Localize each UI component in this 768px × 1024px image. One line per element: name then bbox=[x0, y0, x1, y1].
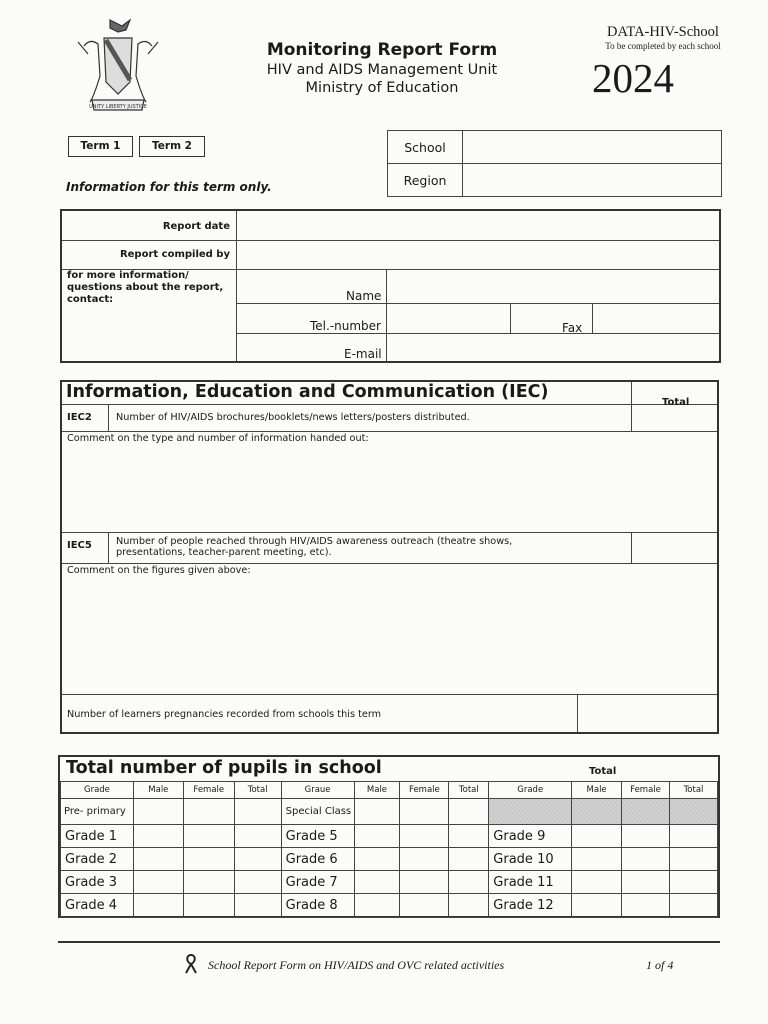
fax-label: Fax bbox=[562, 321, 583, 335]
page-number: 1 of 4 bbox=[646, 958, 674, 972]
count-cell[interactable] bbox=[183, 848, 234, 871]
iec-title: Information, Education and Communication (IEC) bbox=[66, 382, 549, 402]
count-cell[interactable] bbox=[572, 848, 622, 871]
grade-label: Grade 10 bbox=[489, 848, 572, 871]
report-info-section bbox=[60, 209, 721, 363]
iec5-code: IEC5 bbox=[67, 540, 92, 551]
grade-label: Grade 4 bbox=[61, 894, 134, 918]
hdr-male-2: Male bbox=[354, 782, 400, 799]
footer-text: School Report Form on HIV/AIDS and OVC related activities bbox=[208, 958, 505, 972]
count-cell[interactable] bbox=[234, 848, 281, 871]
school-region-table bbox=[387, 130, 722, 197]
count-cell[interactable] bbox=[449, 894, 489, 918]
count-cell[interactable] bbox=[669, 848, 717, 871]
comment1-label: Comment on the type and number of information handed out: bbox=[67, 433, 369, 444]
count-cell[interactable] bbox=[354, 871, 400, 894]
ribbon-icon bbox=[184, 953, 198, 975]
shaded-cell bbox=[669, 799, 717, 825]
hdr-male-3: Male bbox=[572, 782, 622, 799]
ministry-name: Ministry of Education bbox=[305, 80, 459, 96]
iec2-total-field[interactable] bbox=[633, 406, 719, 430]
iec5-text: Number of people reached through HIV/AIDS awareness outreach (theatre shows, presentations, teacher-parent meeting, etc). bbox=[116, 536, 513, 558]
count-cell[interactable] bbox=[183, 894, 234, 918]
shaded-cell bbox=[572, 799, 622, 825]
iec5-total-field[interactable] bbox=[633, 534, 719, 562]
contact-label: for more information/ questions about the report, contact: bbox=[67, 270, 224, 305]
term-2-checkbox[interactable]: Term 2 bbox=[139, 136, 205, 157]
count-cell[interactable] bbox=[400, 799, 449, 825]
count-cell[interactable] bbox=[572, 825, 622, 848]
count-cell[interactable] bbox=[133, 799, 183, 825]
comment2-field[interactable] bbox=[64, 578, 719, 692]
completion-note: To be completed by each school bbox=[605, 41, 721, 51]
count-cell[interactable] bbox=[572, 894, 622, 918]
count-cell[interactable] bbox=[400, 825, 449, 848]
coat-of-arms-icon bbox=[70, 16, 166, 120]
school-label: School bbox=[388, 131, 463, 164]
year: 2024 bbox=[592, 55, 674, 101]
pregnancies-label: Number of learners pregnancies recorded from schools this term bbox=[67, 709, 382, 720]
count-cell[interactable] bbox=[133, 871, 183, 894]
grade-label: Grade 5 bbox=[281, 825, 354, 848]
grade-label: Grade 2 bbox=[61, 848, 134, 871]
hdr-grade-3: Grade bbox=[489, 782, 572, 799]
count-cell[interactable] bbox=[449, 799, 489, 825]
report-date-label: Report date bbox=[162, 221, 230, 232]
name-label: Name bbox=[346, 289, 382, 303]
tel-label: Tel.-number bbox=[310, 319, 381, 333]
unit-name: HIV and AIDS Management Unit bbox=[266, 62, 498, 78]
count-cell[interactable] bbox=[669, 825, 717, 848]
region-label: Region bbox=[388, 164, 463, 197]
name-field[interactable] bbox=[388, 271, 721, 302]
count-cell[interactable] bbox=[400, 871, 449, 894]
grade-label: Grade 1 bbox=[61, 825, 134, 848]
pupils-table bbox=[60, 781, 718, 918]
region-field[interactable] bbox=[463, 164, 722, 197]
count-cell[interactable] bbox=[449, 848, 489, 871]
email-field[interactable] bbox=[388, 334, 721, 361]
pregnancies-field[interactable] bbox=[579, 696, 719, 732]
comment2-label: Comment on the figures given above: bbox=[67, 565, 251, 576]
fax-field[interactable] bbox=[594, 304, 721, 332]
hdr-total-3: Total bbox=[669, 782, 717, 799]
count-cell[interactable] bbox=[622, 848, 670, 871]
grade-label: Grade 6 bbox=[281, 848, 354, 871]
count-cell[interactable] bbox=[354, 825, 400, 848]
email-label: E-mail bbox=[344, 347, 382, 361]
hdr-female-3: Female bbox=[622, 782, 670, 799]
count-cell[interactable] bbox=[133, 825, 183, 848]
hdr-total-2: Total bbox=[449, 782, 489, 799]
count-cell[interactable] bbox=[183, 825, 234, 848]
grade-label: Grade 8 bbox=[281, 894, 354, 918]
term-note: Information for this term only. bbox=[66, 180, 272, 194]
count-cell[interactable] bbox=[400, 848, 449, 871]
count-cell[interactable] bbox=[234, 871, 281, 894]
count-cell[interactable] bbox=[183, 871, 234, 894]
pupils-title: Total number of pupils in school bbox=[66, 758, 382, 778]
grade-label: Special Class bbox=[281, 799, 354, 825]
grade-label: Grade 9 bbox=[489, 825, 572, 848]
count-cell[interactable] bbox=[669, 894, 717, 918]
count-cell[interactable] bbox=[622, 825, 670, 848]
hdr-female-2: Female bbox=[400, 782, 449, 799]
report-compiled-field[interactable] bbox=[238, 241, 721, 268]
iec2-text: Number of HIV/AIDS brochures/booklets/news letters/posters distributed. bbox=[116, 412, 470, 423]
svg-text:UNITY LIBERTY JUSTICE: UNITY LIBERTY JUSTICE bbox=[89, 104, 147, 110]
term-1-checkbox[interactable]: Term 1 bbox=[68, 136, 133, 157]
count-cell[interactable] bbox=[622, 894, 670, 918]
count-cell[interactable] bbox=[354, 894, 400, 918]
count-cell[interactable] bbox=[234, 799, 281, 825]
iec-section bbox=[60, 380, 719, 734]
count-cell[interactable] bbox=[572, 871, 622, 894]
iec-total-label: Total bbox=[662, 397, 690, 408]
iec2-code: IEC2 bbox=[67, 412, 92, 423]
count-cell[interactable] bbox=[400, 894, 449, 918]
grade-label: Grade 7 bbox=[281, 871, 354, 894]
hdr-grade-1: Grade bbox=[61, 782, 134, 799]
pupils-total-label: Total bbox=[589, 766, 617, 777]
shaded-cell bbox=[622, 799, 670, 825]
school-field[interactable] bbox=[463, 131, 722, 164]
report-date-field[interactable] bbox=[238, 212, 721, 239]
count-cell[interactable] bbox=[669, 871, 717, 894]
count-cell[interactable] bbox=[234, 825, 281, 848]
grade-label: Pre- primary bbox=[61, 799, 134, 825]
footer-divider bbox=[58, 941, 720, 943]
hdr-female-1: Female bbox=[183, 782, 234, 799]
grade-label: Grade 12 bbox=[489, 894, 572, 918]
data-tag: DATA-HIV-School bbox=[607, 24, 719, 40]
count-cell[interactable] bbox=[449, 871, 489, 894]
count-cell[interactable] bbox=[622, 871, 670, 894]
count-cell[interactable] bbox=[449, 825, 489, 848]
count-cell[interactable] bbox=[133, 848, 183, 871]
count-cell[interactable] bbox=[234, 894, 281, 918]
count-cell[interactable] bbox=[183, 799, 234, 825]
hdr-male-1: Male bbox=[133, 782, 183, 799]
form-title: Monitoring Report Form bbox=[266, 40, 498, 60]
hdr-grade-2: Graue bbox=[281, 782, 354, 799]
hdr-total-1: Total bbox=[234, 782, 281, 799]
grade-label: Grade 11 bbox=[489, 871, 572, 894]
grade-label: Grade 3 bbox=[61, 871, 134, 894]
tel-field[interactable] bbox=[388, 304, 509, 332]
comment1-field[interactable] bbox=[64, 446, 719, 530]
count-cell[interactable] bbox=[133, 894, 183, 918]
report-compiled-label: Report compiled by bbox=[119, 249, 230, 260]
shaded-cell bbox=[489, 799, 572, 825]
count-cell[interactable] bbox=[354, 799, 400, 825]
count-cell[interactable] bbox=[354, 848, 400, 871]
